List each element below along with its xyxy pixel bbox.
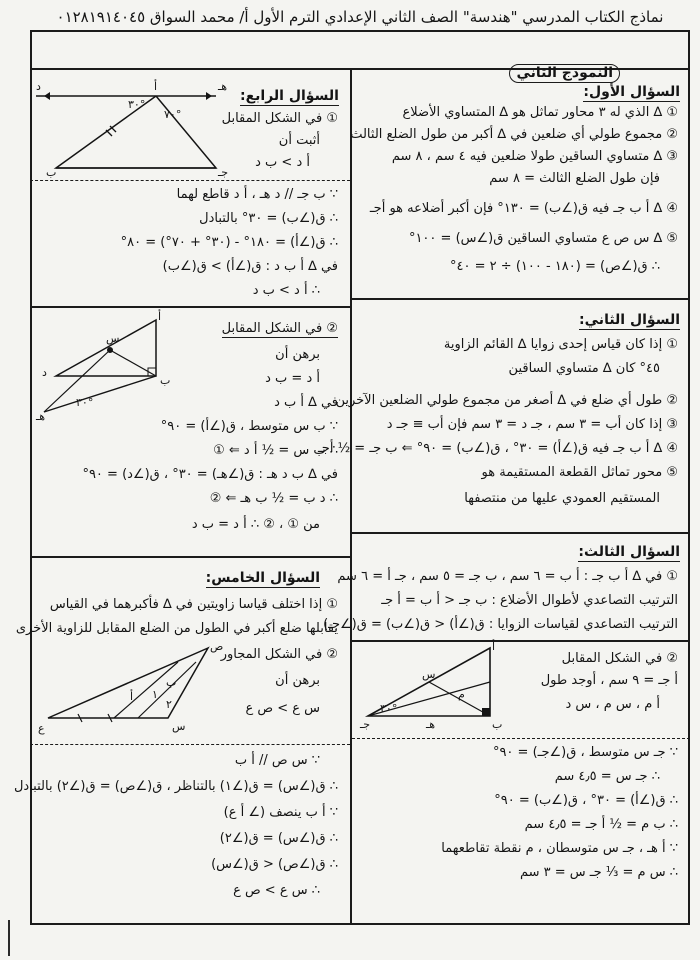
q2-line-6: ⑤ محور تماثل القطعة المستقيمة هو xyxy=(481,465,678,480)
q4-figure-right-triangle xyxy=(36,312,186,422)
q5-fig-label-s: ص xyxy=(210,640,224,653)
q4-fig-label-a: أ xyxy=(154,80,158,93)
q2-divider xyxy=(352,532,690,534)
q4-sol-4: في ∆ أ ب د : ق(∠أ) > ق(∠ب) xyxy=(162,259,338,274)
q5-sol-1: ∵ س ص // أ ب xyxy=(234,753,320,768)
q5-line-1: ① إذا اختلف قياسا زاويتين في ∆ فأكبرهما في القياس xyxy=(49,597,338,612)
q5-line-2: يقابلها ضلع أكبر في الطول من الضلع المقابل للزاوية الأخرى xyxy=(15,621,338,636)
q5-line-5: س ع > ص ع xyxy=(245,701,320,716)
q2-line-1: ① إذا كان قياس إحدى زوايا ∆ القائم الزاوية xyxy=(443,337,678,352)
q5-fig-angle-2: ٢ xyxy=(166,698,172,711)
q4-sol-3: ∴ ق(∠أ) = ١٨٠° - (٣٠° + ٧٠°) = ٨٠° xyxy=(120,235,338,250)
q1-line-4: فإن طول الضلع الثالث = ٨ سم xyxy=(489,171,660,186)
q4b-sol-2: ∵ ب س متوسط ، ق(∠أ) = ٩٠° xyxy=(160,419,338,434)
q3-line-1: ① في ∆ أ ب جـ : أ ب = ٦ سم ، ب جـ = ٥ سم ، جـ أ = ٦ سم xyxy=(337,569,678,584)
q3-line-5: أ جـ = ٩ سم ، أوجد طول xyxy=(540,673,678,688)
q3-sol-5: ∵ أ هـ ، جـ س متوسطان ، م نقطة تقاطعهما xyxy=(441,841,678,856)
q4-figure-parallel xyxy=(36,78,229,179)
model-title: النموذج الثاني xyxy=(509,64,620,83)
q1-line-2: ② مجموع طولي أي ضلعين في ∆ أكبر من طول الضلع الثالث xyxy=(350,127,678,142)
q4-divider xyxy=(30,306,350,308)
q5-fig-label-a: ع xyxy=(38,722,45,735)
q2-line-2: ٤٥° كان ∆ متساوي الساقين xyxy=(508,361,660,376)
q4b-fig-angle-30: ٣٠° xyxy=(76,396,94,409)
q4-line-3: أ د > ب د xyxy=(255,155,310,170)
q3-line-4: ② في الشكل المقابل xyxy=(561,651,678,666)
q4b-fig-label-h: هـ xyxy=(36,410,46,423)
q5-fig-angle-1: ١ xyxy=(152,688,158,701)
q5-fig-label-c: س xyxy=(172,720,186,733)
q3-fig-label-m: م xyxy=(458,688,465,701)
q5-fig-label-b: أ xyxy=(130,690,134,703)
q4b-sol-6: من ① ، ② ∴ أ د = ب د xyxy=(191,517,320,532)
q1-line-1: ① ∆ الذي له ٣ محاور تماثل هو ∆ المتساوي الأضلاع xyxy=(402,105,678,120)
q3-triangle-figure xyxy=(360,640,510,735)
q1-divider xyxy=(352,298,690,300)
q4-sol-5: ∴ أ د > ب د xyxy=(252,283,320,298)
q4b-line-2: برهن أن xyxy=(275,347,320,362)
q2-title: السؤال الثاني: xyxy=(579,312,680,328)
q4-sol-2: ∴ ق(∠ب) = ٣٠° بالتبادل xyxy=(199,211,338,226)
q5-solution-divider xyxy=(30,744,350,745)
q4b-sol-3: ∴ ب س = ½ أ د ⇐ ① xyxy=(213,443,338,458)
q2-line-4: ③ إذا كان أب = ٣ سم ، جـ د = ٣ سم فإن أب ≡ جـ د xyxy=(386,417,678,432)
q4b-line-3: أ د = ب د xyxy=(265,371,320,386)
q3-fig-label-a: أ xyxy=(492,640,496,653)
q3-title: السؤال الثالث: xyxy=(578,544,680,560)
q4-title: السؤال الرابع: xyxy=(240,88,339,104)
q4-line-1: ① في الشكل المقابل xyxy=(221,111,338,126)
q3-fig-label-s: س xyxy=(422,668,436,681)
q1-line-6: ⑤ ∆ س ص ع متساوي الساقين ق(∠س) = ١٠٠° xyxy=(408,231,678,246)
q4-fig-angle-70: ٧٠° xyxy=(164,108,182,121)
q4-line-2: أثبت أن xyxy=(278,133,320,148)
q2-line-3: ② طول أي ضلع في ∆ أصغر من مجموع طولي الضلعين الآخرين xyxy=(335,393,678,408)
q3-sol-1: ∵ جـ س متوسط ، ق(∠جـ) = ٩٠° xyxy=(492,745,678,760)
q5-line-4: برهن أن xyxy=(275,673,320,688)
q2-line-5: ④ ∆ أ ب جـ فيه ق(∠أ) = ٣٠° ، ق(∠ب) = ٩٠° ⇐ ب جـ = ½ أجـ xyxy=(317,441,678,456)
page-header xyxy=(32,4,688,30)
q1-title: السؤال الأول: xyxy=(583,84,680,100)
q3-sol-6: ∴ س م = ⅓ جـ س = ٣ سم xyxy=(519,865,678,880)
q3-fig-label-c: جـ xyxy=(360,718,371,731)
q5-triangle-figure xyxy=(38,640,224,735)
q3-sol-2: ∴ جـ س = ٤٫٥ سم xyxy=(554,769,660,784)
q3-sol-4: ∴ ب م = ½ أ جـ = ٤٫٥ سم xyxy=(524,817,678,832)
q4b-fig-label-b: ب xyxy=(160,374,171,387)
q4-solution-divider xyxy=(30,180,350,181)
q4b-fig-label-d: د xyxy=(42,366,47,379)
q4b-sol-1: في ∆ أ ب د xyxy=(274,395,338,410)
q4b-sol-5: ∴ د ب = ½ ب هـ ⇐ ② xyxy=(209,491,338,506)
q4-fig-label-h: هـ xyxy=(218,80,228,93)
q4b-divider xyxy=(30,556,350,558)
q4b-sol-4: في ∆ ب د هـ : ق(∠هـ) = ٣٠° ، ق(∠د) = ٩٠° xyxy=(82,467,338,482)
q5-sol-5: ∴ ق(∠ص) < ق(∠س) xyxy=(211,857,338,872)
q4b-fig-label-a: أ xyxy=(158,310,162,323)
q5-sol-6: ∴ س ع > ص ع xyxy=(233,883,320,898)
q3-fig-label-b: ب xyxy=(492,718,503,731)
margin-stroke xyxy=(8,920,10,956)
q4-fig-label-c: جـ xyxy=(218,166,229,179)
q5-sol-2: ∴ ق(∠س) = ق(∠١) بالتناظر ، ق(∠ص) = ق(∠٢) بالتبادل xyxy=(13,779,338,794)
q1-line-7: ∴ ق(∠ص) = (١٨٠ - ١٠٠) ÷ ٢ = ٤٠° xyxy=(450,259,660,274)
q3-fig-label-angle: ٣٠° xyxy=(380,702,398,715)
q4-sol-1: ∵ ب جـ // د هـ ، أ د قاطع لهما xyxy=(176,187,338,202)
q3-solution-divider xyxy=(352,738,690,739)
q5-line-3: ② في الشكل المجاور xyxy=(220,647,338,662)
q5-fig-label-p: ب xyxy=(166,676,177,689)
column-divider xyxy=(350,68,352,925)
header-text: نماذج الكتاب المدرسي "هندسة" الصف الثاني الإعدادي الترم الأول أ/ محمد السواق ٠١٢٨١٩١٤٠٤٥ xyxy=(56,8,664,26)
q1-line-3: ③ ∆ متساوي الساقين طولا ضلعين فيه ٤ سم ، ٨ سم xyxy=(391,149,678,164)
q5-title: السؤال الخامس: xyxy=(205,570,320,586)
q3-sol-3: ∴ ق(∠أ) = ٣٠° ، ق(∠ب) = ٩٠° xyxy=(494,793,678,808)
q4-fig-label-b: ب xyxy=(46,166,57,179)
q3-line-6: أ م ، س م ، س د xyxy=(565,697,660,712)
q3-fig-label-h: هـ xyxy=(426,718,436,731)
q1-line-5: ④ ∆ أ ب جـ فيه ق(∠ب) = ١٣٠° فإن أكبر أضلاعه هو أجـ xyxy=(369,201,678,216)
q3-line-2: الترتيب التصاعدي لأطوال الأضلاع : ب جـ < أ ب = أ جـ xyxy=(381,593,678,608)
q3-line-3: الترتيب التصاعدي لقياسات الزوايا : ق(∠أ) < ق(∠ب) = ق(∠جـ) xyxy=(323,617,678,632)
q4-fig-angle-30: ٣٠° xyxy=(128,98,146,111)
q4b-fig-label-s: س xyxy=(106,332,120,345)
q5-sol-3: ∵ أ ب ينصف (∠ أ ع) xyxy=(223,805,338,820)
q4b-line-1: ② في الشكل المقابل xyxy=(221,321,338,336)
q2-line-7: المستقيم العمودي عليها من منتصفها xyxy=(464,491,660,506)
q4-fig-label-d: د xyxy=(36,80,41,93)
q5-sol-4: ∴ ق(∠س) = ق(∠٢) xyxy=(219,831,338,846)
